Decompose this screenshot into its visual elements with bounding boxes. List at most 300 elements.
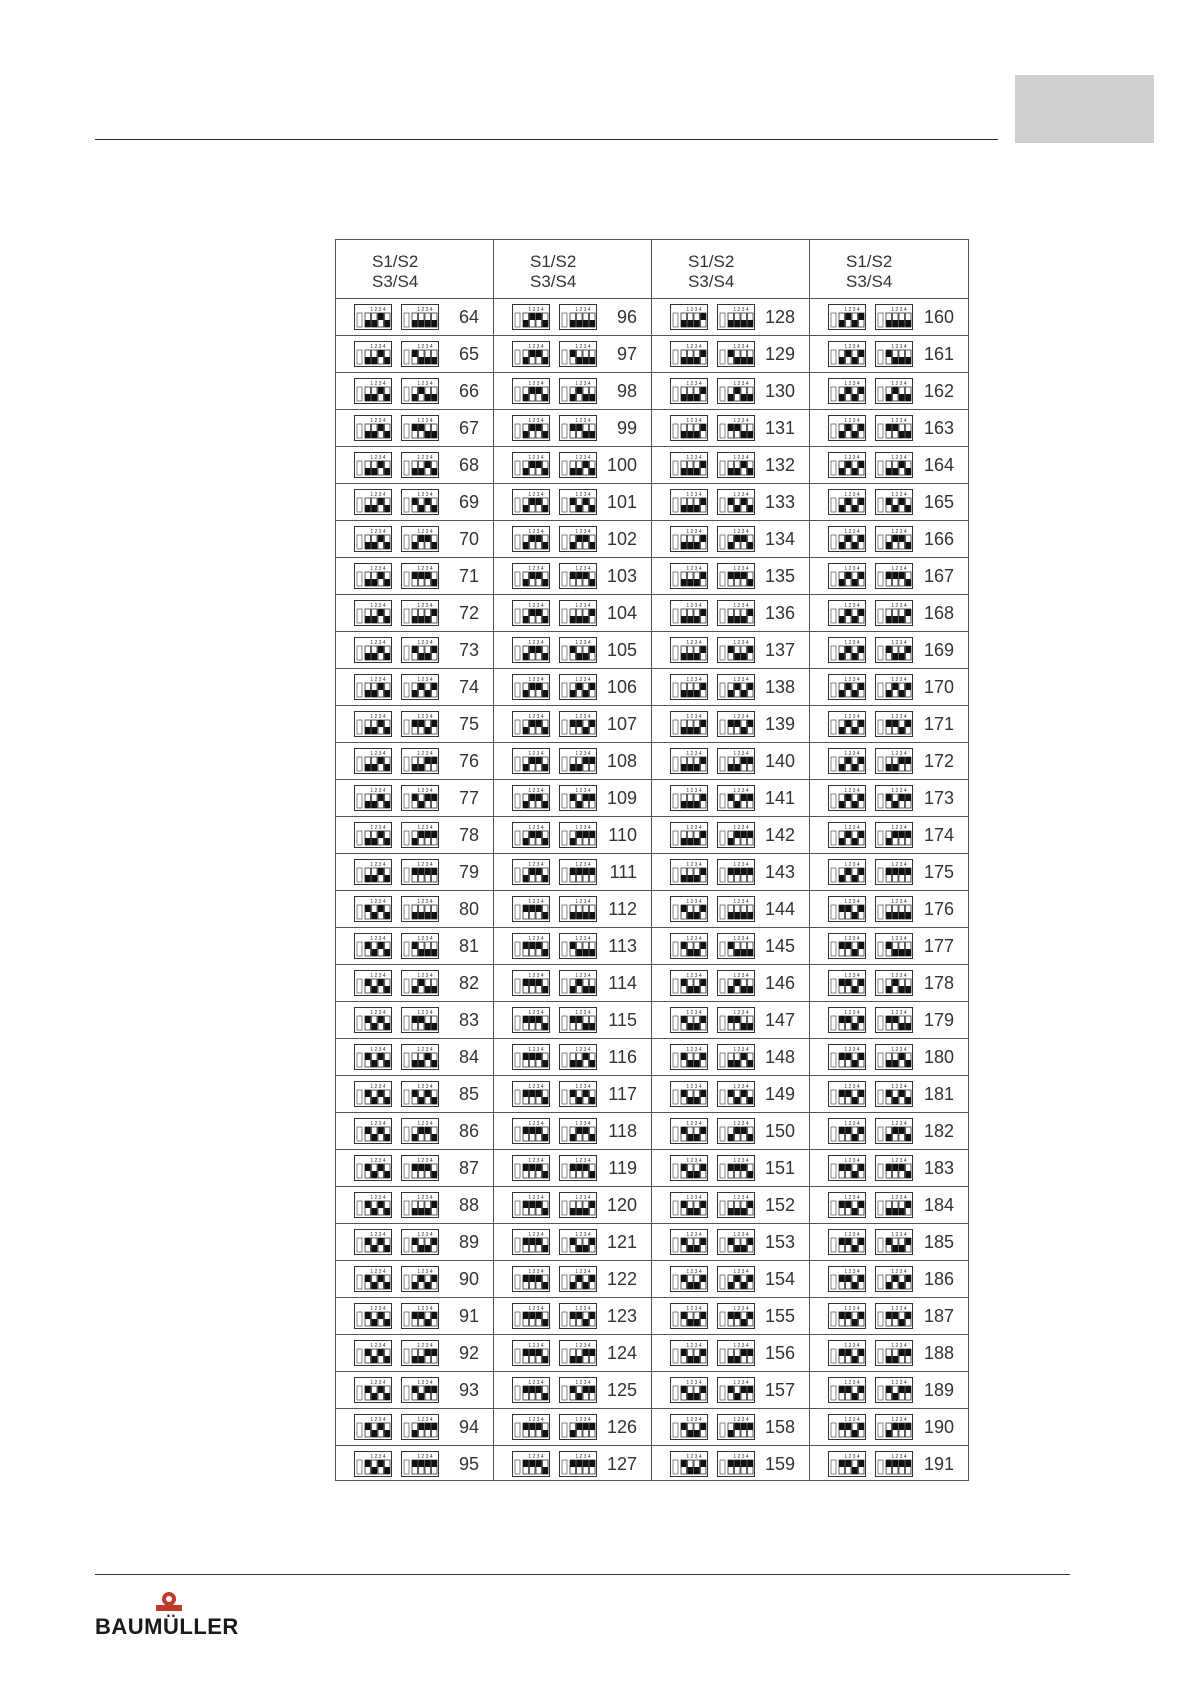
dip-switch-lever: [583, 498, 589, 505]
dip-switch-lever: [419, 1275, 425, 1282]
dip-switch-icon: [670, 1229, 708, 1255]
address-value: 123: [606, 1306, 637, 1326]
dip-switch-lever: [859, 942, 865, 949]
dip-switch-icon: [670, 1081, 708, 1107]
dip-switch-numbers: 1 2 3 4: [891, 1306, 907, 1312]
table-row: [336, 632, 493, 669]
table-row: [810, 558, 968, 595]
dip-switch-icon: [401, 304, 439, 330]
dip-switch-numbers: 1 2 3 4: [844, 1454, 860, 1460]
address-value: 133: [764, 492, 795, 512]
dip-switch-lever: [741, 727, 747, 734]
dip-switch-icon: [828, 711, 866, 737]
dip-switch-lever: [886, 320, 892, 327]
table-row: [652, 595, 809, 632]
dip-switch-lever: [530, 831, 536, 838]
dip-switch-lever: [906, 1349, 912, 1356]
dip-switch-numbers: 1 2 3 4: [844, 1417, 860, 1423]
dip-switch-lever: [846, 1349, 852, 1356]
dip-switch-numbers: 1 2 3 4: [575, 455, 591, 461]
dip-switch-lever: [577, 1393, 583, 1400]
dip-switch-numbers: 1 2 3 4: [417, 455, 433, 461]
dip-switch-lever: [728, 912, 734, 919]
table-row: [810, 1150, 968, 1187]
dip-switch-lever: [577, 1164, 583, 1171]
dip-switch-lever: [886, 1312, 892, 1319]
dip-switch-lever: [899, 320, 905, 327]
dip-switch-lever: [886, 542, 892, 549]
dip-switch-lever: [741, 1127, 747, 1134]
dip-switch-lever: [412, 1430, 418, 1437]
dip-switch-numbers: 1 2 3 4: [528, 862, 544, 868]
dip-switch-lever: [728, 764, 734, 771]
dip-switch-numbers: 1 2 3 4: [733, 714, 749, 720]
dip-switch-numbers: 1 2 3 4: [844, 1121, 860, 1127]
dip-switch-lever: [859, 609, 865, 616]
dip-switch-lever: [523, 1460, 529, 1467]
dip-switch-icon: [828, 304, 866, 330]
table-row: [652, 780, 809, 817]
dip-switch-lever: [728, 986, 734, 993]
dip-switch-numbers: 1 2 3 4: [370, 1047, 386, 1053]
dip-switch-lever: [523, 875, 529, 882]
dip-switch-numbers: 1 2 3 4: [733, 677, 749, 683]
dip-switch-lever: [570, 1312, 576, 1319]
address-value: 181: [923, 1084, 954, 1104]
dip-switch-lever: [681, 542, 687, 549]
dip-switch-lever: [543, 986, 549, 993]
dip-switch-lever: [425, 357, 431, 364]
dip-switch-lever: [425, 1090, 431, 1097]
table-row: [494, 1446, 651, 1483]
dip-switch-lever: [859, 461, 865, 468]
table-row: [494, 706, 651, 743]
dip-switch-icon: [354, 896, 392, 922]
dip-switch-lever: [412, 868, 418, 875]
dip-switch-lever: [859, 424, 865, 431]
dip-switch-numbers: 1 2 3 4: [686, 714, 702, 720]
dip-switch-numbers: 1 2 3 4: [733, 603, 749, 609]
table-row: [494, 1150, 651, 1187]
logo-text: BAUMÜLLER: [95, 1614, 239, 1639]
dip-switch-lever: [681, 579, 687, 586]
dip-switch-lever: [741, 1023, 747, 1030]
dip-switch-lever: [899, 868, 905, 875]
dip-switch-numbers: 1 2 3 4: [417, 1343, 433, 1349]
table-row: [494, 780, 651, 817]
dip-switch-lever: [886, 1460, 892, 1467]
dip-switch-lever: [839, 431, 845, 438]
dip-switch-icon: [828, 563, 866, 589]
dip-switch-lever: [748, 1238, 754, 1245]
dip-switch-lever: [839, 1312, 845, 1319]
dip-switch-lever: [893, 424, 899, 431]
dip-switch-lever: [681, 1201, 687, 1208]
dip-switch-lever: [385, 653, 391, 660]
table-row: [810, 1335, 968, 1372]
dip-switch-numbers: 1 2 3 4: [370, 307, 386, 313]
dip-switch-lever: [839, 1201, 845, 1208]
dip-switch-lever: [839, 1349, 845, 1356]
table-row: [652, 743, 809, 780]
dip-switch-lever: [536, 1016, 542, 1023]
dip-switch-numbers: 1 2 3 4: [844, 529, 860, 535]
dip-switch-numbers: 1 2 3 4: [844, 1343, 860, 1349]
dip-switch-icon: [875, 785, 913, 811]
dip-switch-lever: [432, 505, 438, 512]
dip-switch-icon: [512, 526, 550, 552]
dip-switch-numbers: 1 2 3 4: [528, 381, 544, 387]
dip-switch-icon: [559, 378, 597, 404]
dip-switch-lever: [701, 350, 707, 357]
dip-switch-lever: [735, 320, 741, 327]
dip-switch-lever: [859, 646, 865, 653]
dip-switch-lever: [735, 424, 741, 431]
dip-switch-lever: [741, 690, 747, 697]
dip-switch-lever: [583, 616, 589, 623]
dip-switch-lever: [859, 1090, 865, 1097]
dip-switch-icon: [354, 674, 392, 700]
dip-switch-icon: [875, 1081, 913, 1107]
dip-switch-lever: [372, 1356, 378, 1363]
dip-switch-numbers: 1 2 3 4: [417, 381, 433, 387]
address-value: 128: [764, 307, 795, 327]
dip-switch-icon: [559, 489, 597, 515]
dip-switch-numbers: 1 2 3 4: [844, 381, 860, 387]
dip-switch-lever: [432, 1312, 438, 1319]
table-row: [652, 632, 809, 669]
dip-switch-lever: [859, 1460, 865, 1467]
table-row: [494, 817, 651, 854]
dip-switch-lever: [536, 1164, 542, 1171]
dip-switch-lever: [839, 875, 845, 882]
dip-switch-numbers: 1 2 3 4: [370, 1343, 386, 1349]
dip-switch-lever: [846, 461, 852, 468]
dip-switch-lever: [372, 1134, 378, 1141]
column-header: [336, 240, 493, 299]
dip-switch-lever: [419, 387, 425, 394]
table-row: [652, 1372, 809, 1409]
dip-switch-icon: [512, 563, 550, 589]
dip-switch-icon: [401, 711, 439, 737]
dip-switch-lever: [419, 1356, 425, 1363]
dip-switch-numbers: 1 2 3 4: [891, 455, 907, 461]
dip-switch-lever: [748, 579, 754, 586]
table-row: [652, 669, 809, 706]
dip-switch-lever: [688, 1282, 694, 1289]
dip-switch-lever: [385, 875, 391, 882]
dip-switch-lever: [893, 801, 899, 808]
dip-switch-lever: [839, 616, 845, 623]
dip-switch-lever: [523, 1423, 529, 1430]
dip-switch-lever: [839, 1016, 845, 1023]
dip-switch-lever: [378, 313, 384, 320]
dip-switch-lever: [859, 1386, 865, 1393]
address-value: 67: [458, 418, 479, 438]
dip-switch-numbers: 1 2 3 4: [417, 862, 433, 868]
dip-switch-icon: [875, 674, 913, 700]
dip-switch-icon: [717, 822, 755, 848]
table-row: [494, 1187, 651, 1224]
address-value: 122: [606, 1269, 637, 1289]
dip-switch-numbers: 1 2 3 4: [844, 603, 860, 609]
dip-switch-numbers: 1 2 3 4: [844, 418, 860, 424]
dip-switch-lever: [590, 609, 596, 616]
dip-switch-lever: [419, 357, 425, 364]
dip-switch-lever: [536, 683, 542, 690]
address-value: 142: [764, 825, 795, 845]
dip-switch-lever: [893, 468, 899, 475]
dip-switch-lever: [530, 461, 536, 468]
dip-switch-icon: [717, 1303, 755, 1329]
dip-switch-icon: [670, 526, 708, 552]
address-value: 159: [764, 1454, 795, 1474]
dip-switch-lever: [906, 1386, 912, 1393]
dip-switch-numbers: 1 2 3 4: [370, 529, 386, 535]
dip-switch-lever: [577, 1312, 583, 1319]
dip-switch-icon: [717, 785, 755, 811]
address-value: 112: [608, 899, 637, 919]
dip-switch-lever: [893, 1164, 899, 1171]
dip-switch-icon: [828, 1266, 866, 1292]
dip-switch-lever: [425, 1023, 431, 1030]
dip-switch-lever: [688, 912, 694, 919]
dip-switch-lever: [741, 394, 747, 401]
dip-switch-lever: [681, 1016, 687, 1023]
dip-switch-icon: [512, 859, 550, 885]
dip-switch-icon: [512, 822, 550, 848]
dip-switch-lever: [906, 683, 912, 690]
dip-switch-lever: [385, 1060, 391, 1067]
dip-switch-lever: [577, 387, 583, 394]
dip-switch-icon: [717, 489, 755, 515]
address-value: 189: [923, 1380, 954, 1400]
dip-switch-lever: [530, 1423, 536, 1430]
table-row: [494, 632, 651, 669]
dip-switch-lever: [432, 579, 438, 586]
table-row: [810, 669, 968, 706]
dip-switch-lever: [701, 1053, 707, 1060]
dip-switch-lever: [419, 653, 425, 660]
dip-switch-icon: [717, 748, 755, 774]
dip-switch-lever: [425, 1208, 431, 1215]
dip-switch-lever: [536, 831, 542, 838]
dip-switch-icon: [354, 1451, 392, 1477]
dip-switch-lever: [694, 764, 700, 771]
dip-switch-lever: [906, 505, 912, 512]
dip-switch-lever: [385, 801, 391, 808]
dip-switch-numbers: 1 2 3 4: [575, 492, 591, 498]
dip-switch-numbers: 1 2 3 4: [891, 1343, 907, 1349]
dip-switch-lever: [432, 757, 438, 764]
dip-switch-lever: [570, 1134, 576, 1141]
dip-switch-numbers: 1 2 3 4: [528, 1269, 544, 1275]
dip-switch-lever: [543, 1430, 549, 1437]
dip-switch-lever: [839, 1090, 845, 1097]
table-row: [652, 1076, 809, 1113]
dip-switch-lever: [432, 1460, 438, 1467]
dip-switch-numbers: 1 2 3 4: [844, 825, 860, 831]
dip-switch-numbers: 1 2 3 4: [733, 862, 749, 868]
dip-switch-icon: [512, 489, 550, 515]
dip-switch-lever: [846, 1016, 852, 1023]
dip-switch-lever: [419, 1423, 425, 1430]
dip-switch-lever: [728, 794, 734, 801]
table-row: [810, 632, 968, 669]
dip-switch-icon: [875, 859, 913, 885]
address-value: 72: [458, 603, 479, 623]
dip-switch-icon: [670, 637, 708, 663]
dip-switch-lever: [694, 1467, 700, 1474]
dip-switch-numbers: 1 2 3 4: [686, 973, 702, 979]
dip-switch-numbers: 1 2 3 4: [417, 1269, 433, 1275]
dip-switch-numbers: 1 2 3 4: [417, 714, 433, 720]
dip-switch-icon: [354, 785, 392, 811]
address-value: 85: [458, 1084, 479, 1104]
dip-switch-lever: [432, 1171, 438, 1178]
dip-switch-numbers: 1 2 3 4: [528, 1047, 544, 1053]
dip-switch-lever: [728, 1238, 734, 1245]
dip-switch-lever: [543, 1356, 549, 1363]
dip-switch-lever: [412, 1016, 418, 1023]
dip-switch-lever: [846, 942, 852, 949]
dip-switch-lever: [530, 1201, 536, 1208]
dip-switch-lever: [570, 1060, 576, 1067]
dip-switch-lever: [694, 579, 700, 586]
address-value: 191: [923, 1454, 954, 1474]
dip-switch-lever: [748, 1349, 754, 1356]
dip-switch-icon: [401, 341, 439, 367]
dip-switch-numbers: 1 2 3 4: [733, 1232, 749, 1238]
dip-switch-lever: [906, 912, 912, 919]
dip-switch-lever: [701, 831, 707, 838]
dip-switch-numbers: 1 2 3 4: [891, 1380, 907, 1386]
dip-switch-lever: [385, 394, 391, 401]
dip-switch-lever: [886, 572, 892, 579]
address-value: 110: [608, 825, 637, 845]
dip-switch-lever: [906, 1023, 912, 1030]
address-value: 161: [923, 344, 954, 364]
address-value: 186: [923, 1269, 954, 1289]
dip-switch-lever: [412, 1134, 418, 1141]
dip-switch-icon: [401, 415, 439, 441]
table-row: [652, 1224, 809, 1261]
dip-switch-numbers: 1 2 3 4: [417, 1121, 433, 1127]
dip-switch-icon: [354, 1303, 392, 1329]
dip-switch-lever: [536, 1312, 542, 1319]
dip-switch-lever: [701, 535, 707, 542]
dip-switch-lever: [701, 757, 707, 764]
dip-switch-lever: [543, 912, 549, 919]
dip-switch-lever: [701, 461, 707, 468]
dip-switch-icon: [828, 1414, 866, 1440]
dip-switch-numbers: 1 2 3 4: [528, 1232, 544, 1238]
dip-switch-lever: [899, 794, 905, 801]
dip-switch-lever: [590, 357, 596, 364]
address-value: 143: [764, 862, 795, 882]
dip-switch-lever: [412, 986, 418, 993]
dip-switch-lever: [694, 912, 700, 919]
dip-switch-lever: [701, 1238, 707, 1245]
dip-switch-lever: [365, 1053, 371, 1060]
dip-switch-icon: [354, 970, 392, 996]
dip-switch-lever: [530, 1164, 536, 1171]
dip-switch-icon: [354, 1266, 392, 1292]
dip-switch-lever: [419, 979, 425, 986]
dip-switch-lever: [412, 1460, 418, 1467]
dip-switch-lever: [852, 542, 858, 549]
table-row: [810, 817, 968, 854]
dip-switch-numbers: 1 2 3 4: [686, 418, 702, 424]
dip-switch-numbers: 1 2 3 4: [370, 381, 386, 387]
table-row: [810, 1372, 968, 1409]
dip-switch-lever: [741, 1164, 747, 1171]
dip-switch-icon: [875, 748, 913, 774]
dip-switch-lever: [681, 979, 687, 986]
dip-switch-lever: [372, 468, 378, 475]
dip-switch-lever: [681, 320, 687, 327]
dip-switch-lever: [893, 979, 899, 986]
dip-switch-lever: [372, 1430, 378, 1437]
dip-switch-lever: [425, 1164, 431, 1171]
dip-switch-icon: [670, 1414, 708, 1440]
dip-switch-lever: [536, 1386, 542, 1393]
dip-switch-lever: [432, 468, 438, 475]
dip-switch-numbers: 1 2 3 4: [844, 455, 860, 461]
table-row: [494, 373, 651, 410]
dip-switch-icon: [401, 896, 439, 922]
dip-switch-lever: [688, 1097, 694, 1104]
dip-switch-lever: [590, 757, 596, 764]
address-value: 91: [458, 1306, 479, 1326]
dip-switch-lever: [577, 1460, 583, 1467]
dip-switch-icon: [559, 1377, 597, 1403]
dip-switch-lever: [536, 1201, 542, 1208]
dip-switch-lever: [543, 357, 549, 364]
dip-switch-lever: [852, 1467, 858, 1474]
dip-switch-lever: [432, 683, 438, 690]
dip-switch-lever: [852, 1171, 858, 1178]
dip-switch-lever: [852, 986, 858, 993]
dip-switch-lever: [523, 801, 529, 808]
dip-switch-lever: [425, 868, 431, 875]
dip-switch-numbers: 1 2 3 4: [686, 640, 702, 646]
dip-switch-lever: [728, 1090, 734, 1097]
dip-switch-lever: [577, 764, 583, 771]
dip-switch-lever: [419, 1393, 425, 1400]
dip-switch-lever: [846, 1238, 852, 1245]
dip-switch-numbers: 1 2 3 4: [417, 1380, 433, 1386]
dip-switch-lever: [748, 1423, 754, 1430]
dip-switch-lever: [839, 727, 845, 734]
dip-switch-lever: [748, 505, 754, 512]
dip-switch-lever: [419, 949, 425, 956]
address-value: 68: [458, 455, 479, 475]
dip-switch-lever: [583, 320, 589, 327]
dip-switch-icon: [875, 415, 913, 441]
dip-switch-lever: [583, 949, 589, 956]
dip-switch-lever: [741, 1319, 747, 1326]
dip-switch-lever: [886, 794, 892, 801]
address-value: 96: [616, 307, 637, 327]
dip-switch-lever: [365, 616, 371, 623]
dip-switch-lever: [530, 979, 536, 986]
dip-switch-lever: [385, 838, 391, 845]
address-value: 172: [923, 751, 954, 771]
dip-switch-lever: [688, 1356, 694, 1363]
dip-switch-lever: [543, 727, 549, 734]
dip-switch-icon: [354, 415, 392, 441]
